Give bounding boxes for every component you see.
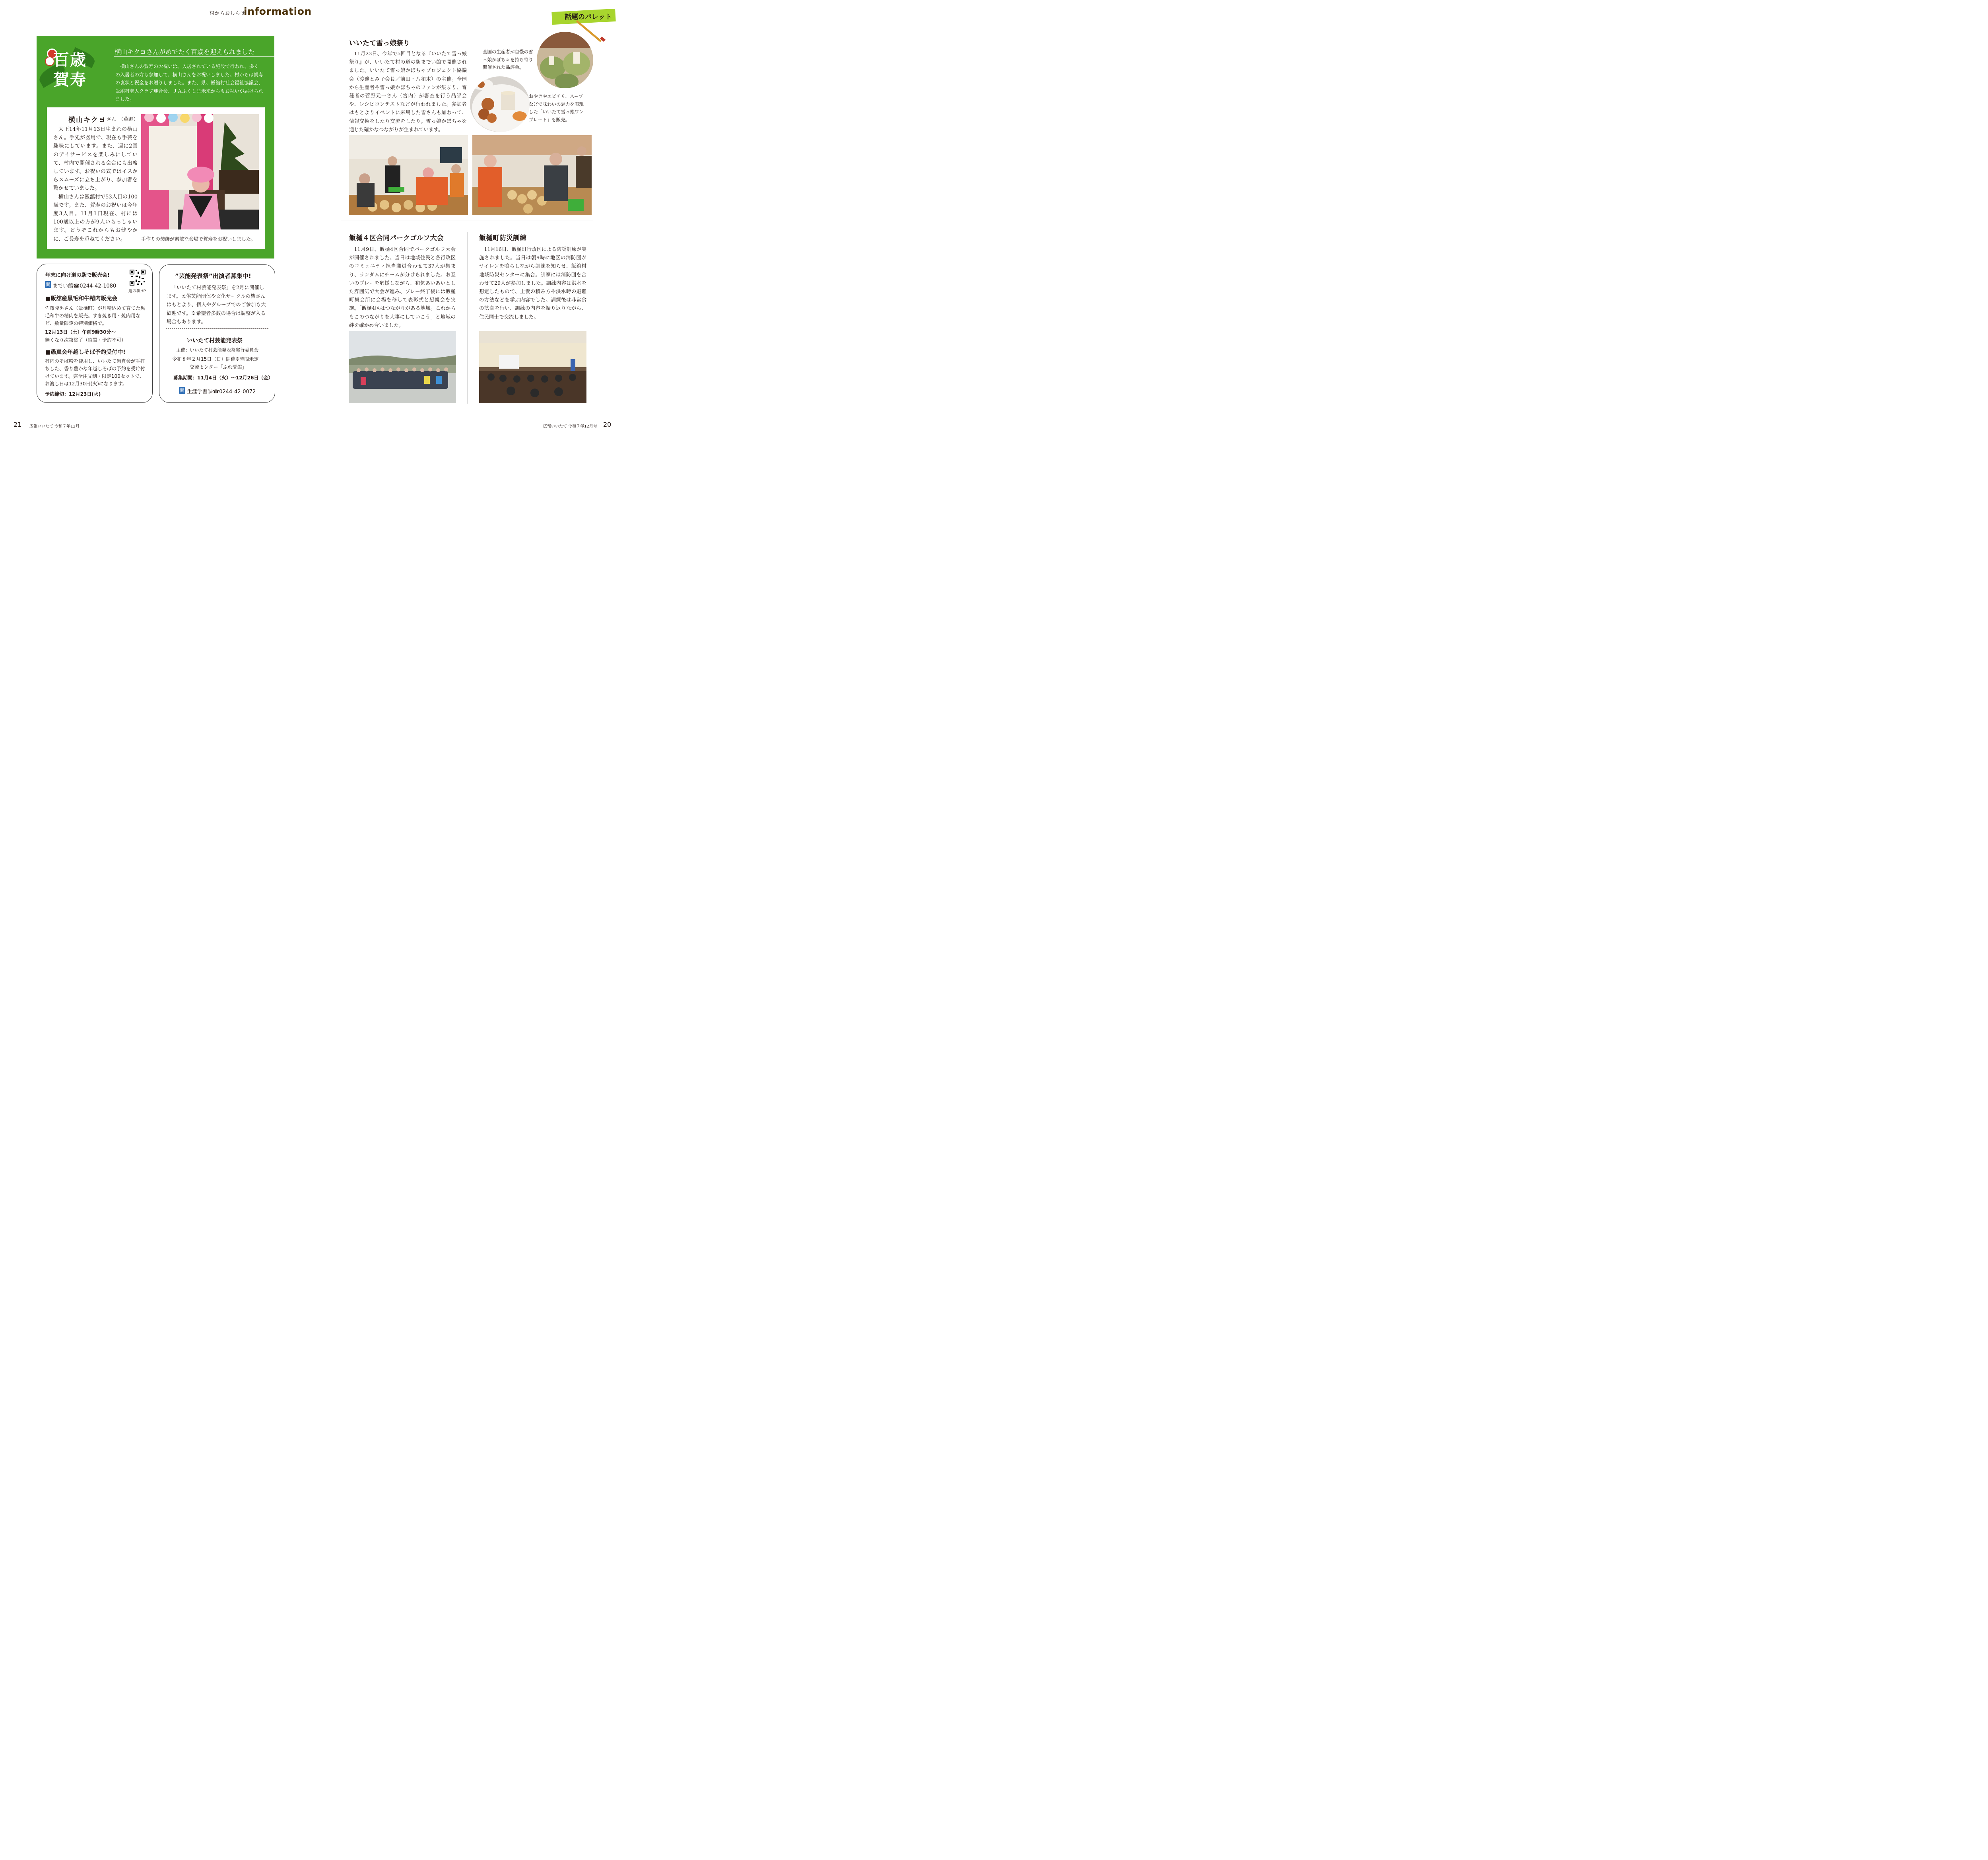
golf-group-photo <box>349 331 456 403</box>
snow-festival-heading: いいたて雪っ娘祭り <box>349 39 410 47</box>
festival-market-photo <box>349 135 468 215</box>
person-name: 横山キクヨ <box>68 116 106 124</box>
soba-deadline: 予約締切：12月23日(火) <box>45 391 101 397</box>
golf-text: 11月9日、飯樋4区合同でパークゴルフ大会が開催されました。当日は地域住民と各行政区のコミュニティ担当職員合わせて37人が集まり、ランダムにチームが分けられました。お互いのプレーを応援しながら、和気あいあいとした雰囲気で大会が進み、プレー終了後には飯樋町集会所に会場を移して表彰式と懇親会を実施。「飯樋4区はつながりがある地域。これからもこのつながりを大事にしていこう」と地域の絆を確かめ合いました。 <box>349 246 456 328</box>
pumpkin-contest-caption: 全国の生産者が自慢の雪っ娘かぼちゃを持ち寄り開催された品評会。 <box>483 49 533 70</box>
person-honorific: さん <box>107 117 116 122</box>
pumpkin-contest-photo <box>537 32 593 88</box>
dashed-divider <box>166 328 268 329</box>
centenarian-intro: 横山さんの賀寿のお祝いは、入居されている施設で行われ、多くの入居者の方も参加して、横山さんをお祝いしました。村からは賀寿の褒状と祝金をお贈りしました。また、県、飯舘村社会福祉協議会、飯舘村老人クラブ連合会、ＪＡふくしま未来からもお祝いが届けられました。 <box>115 64 264 102</box>
notice-title: 年末に向け道の駅で販売会! <box>45 272 110 278</box>
geino-event-name: いいたて村芸能発表祭 <box>187 338 243 344</box>
centenarian-title-line1: 百歳 <box>53 51 87 69</box>
profile-paragraph: 横山さんは飯舘村で53人目の100歳です。また、賀寿のお祝いは今年度3人目。11月1日現在、村には100歳以上の方が9人いらっしゃいます。どうぞこれからもお健やかに、ご長寿を重ねてください。 <box>53 194 138 242</box>
geino-text: 「いいたて村芸能発表祭」を2月に開催します。民俗芸能団体や文化サークルの皆さんはもとより、個人やグループでのご参加も大歓迎です。※希望者多数の場合は調整が入る場合もあります。 <box>167 284 266 325</box>
soba-text: 村内のそば粉を使用し、いいたて愚真会が手打ちした、香り豊かな年越しそばの予約を受け付けています。完全注文制・限定100セットで、お渡し日は12月30日(火)になります。 <box>45 358 146 387</box>
beef-sale-text: 佐藤隆男さん（飯樋町）が丹精込めて育てた黒毛和牛の精肉を販売。すき焼き用・焼肉用など、数量限定の特別価格で。 <box>45 305 146 326</box>
snow-festival-text: 11月23日、今年で5回目となる『いいたて雪っ娘祭り』が、いいたて村の道の駅までい館で開催されました。いいたて雪っ娘かぼちゃプロジェクト協議会（渡邊とみ子会長／前田・八和木）の主催。全国から生産者や雪っ娘かぼちゃのファンが集まり、育種者の菅野元一さん（宮内）が審査を行う品評会や、レシピコンテストなどが行われました。参加者はもとよりイベントに来場した皆さんも加わって、情報交換をしたり交流をしたり。雪っ娘かぼちゃを通じた確かなつながりが生まれています。 <box>349 51 467 132</box>
page-number-left: 21 <box>14 421 22 428</box>
qr-caption: 道の駅HP <box>128 289 146 293</box>
golf-heading: 飯樋４区合同パークゴルフ大会 <box>349 234 444 242</box>
profile-text <box>53 125 138 243</box>
geino-period: 募集期間：11月4日（火）〜12月26日（金） <box>173 375 273 381</box>
drill-heading: 飯樋町防災訓練 <box>479 234 526 242</box>
geino-organizer: 主催：いいたて村芸能発表祭実行委員会 <box>176 347 258 353</box>
centenarian-title-line2: 賀寿 <box>53 70 87 89</box>
publication-name-left: 広報いいたて 令和７年12月 <box>29 424 80 429</box>
soba-heading: ■愚真会年越しそば予約受付中! <box>45 349 126 356</box>
beef-sale-heading: ■飯舘産黒毛和牛精肉販売会 <box>45 295 118 302</box>
pumpkin-shopping-photo <box>472 135 592 215</box>
person-district: （草野） <box>118 116 139 122</box>
celebration-photo <box>141 114 259 229</box>
drill-text: 11月16日、飯樋町行政区による防災訓練が実施されました。当日は朝9時に地区の消防団がサイレンを鳴らしながら訓練を知らせ、飯舘村地域防災センターに集合。訓練には消防団を合わせて29人が参加しました。訓練内容は洪水を想定したもので、土嚢の積み方や洪水時の避難の方法などを学ぶ内容でした。訓練後は非常食の試食を行い、訓練の内容を振り返りながら、住民同士で交流しました。 <box>479 246 586 320</box>
inquiry-contact: 生涯学習課☎0244-42-0072 <box>187 389 256 395</box>
qr-code-icon[interactable] <box>129 269 146 286</box>
publication-name-right: 広報いいたて 令和７年12月号 <box>543 424 597 429</box>
section-title: information <box>244 6 312 17</box>
beef-sale-date: 12月13日（土）午前9時30分〜 <box>45 329 116 335</box>
geino-date: 令和８年２月15日（日）開催※時間未定 <box>172 356 259 362</box>
palette-badge-text: 話題のパレット <box>565 13 612 21</box>
geino-title: ”芸能発表祭”出演者募集中! <box>175 272 251 280</box>
beef-sale-note: 無くなり次第終了（取置・予約不可） <box>45 337 126 343</box>
inquiry-contact: までい館☎0244-42-1080 <box>52 283 116 289</box>
geino-venue: 交流センター「ふれ愛館」 <box>190 364 247 370</box>
plate-meal-photo <box>470 76 530 132</box>
centenarian-headline: 横山キクヨさんがめでたく百歳を迎えられました <box>115 48 255 56</box>
profile-paragraph: 大正14年11月13日生まれの横山さん。手先が器用で、現在も手芸を趣味にしています。また、週に2回のデイサービスを楽しみにしていて、村内で開催される会合にも出席しています。お祝いの式ではイスからスムーズに立ち上がり、参加者を驚かせていました。 <box>53 126 138 192</box>
section-label: 村からおしらせ <box>210 10 246 16</box>
photo-caption: 手作りの装飾が素敵な会場で賀寿をお祝いしました。 <box>141 236 256 242</box>
drill-meeting-photo <box>479 331 586 403</box>
plate-meal-caption: おやきやエビチリ、スープなどで味わいの魅力を表現した「いいたて雪っ娘ワンプレート」も販売。 <box>529 93 584 122</box>
inquiry-badge: 問 <box>179 387 185 394</box>
headline-underline <box>114 56 274 57</box>
inquiry-badge: 問 <box>45 281 51 288</box>
page-number-right: 20 <box>603 421 612 428</box>
